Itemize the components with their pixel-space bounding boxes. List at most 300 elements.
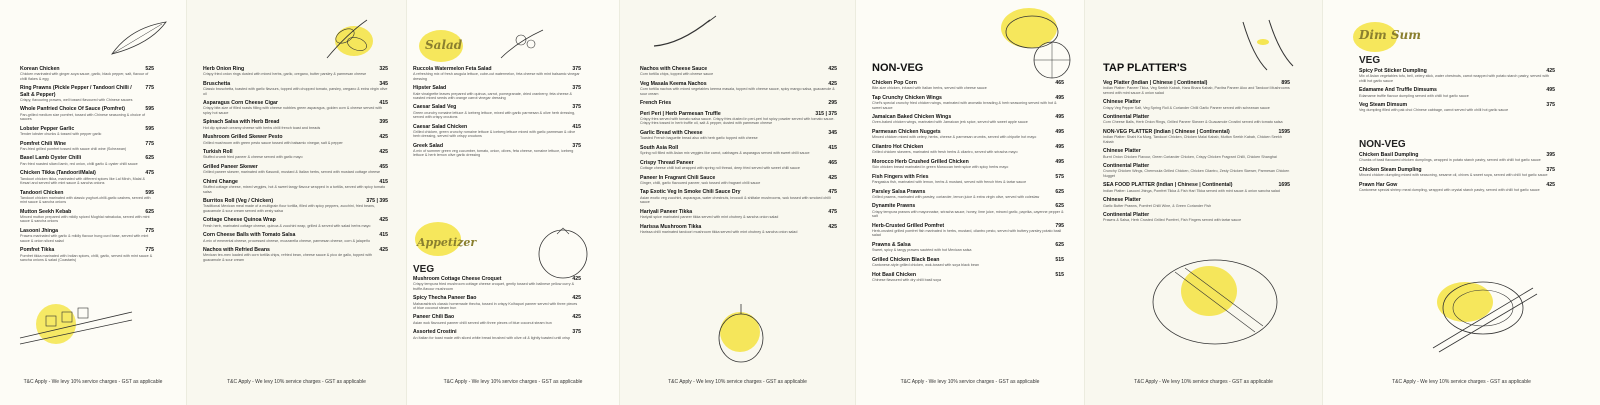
menu-item — [1103, 99, 1290, 110]
menu-item-price: 795 — [1055, 222, 1064, 229]
menu-item-name: Grilled Chicken Black Bean — [872, 256, 940, 263]
menu-item-description: Indian Platter: Paneer Tikka, Veg Seekh Kabab, Hara Bhara Kabab, Pavitra Paneer Aloo and Tandoori Mushrooms served with mint sauce & onion salad — [1103, 86, 1290, 95]
menu-item-name: Cilantro Hot Chicken — [872, 143, 924, 150]
item-list — [203, 66, 388, 266]
menu-item — [20, 190, 154, 205]
menu-item-price: 495 — [1055, 128, 1064, 135]
menu-item — [413, 276, 581, 291]
menu-item-name: Ruccola Watermelon Feta Salad — [413, 66, 492, 72]
menu-item-description: Minced mutton prepared with mildly spiced Mughlai ratnakoka, served with mint sauce & sancha onions — [20, 215, 150, 224]
menu-item — [413, 295, 581, 310]
menu-item-description: Sweet, spicy & tangy prawns sautéed with hot Mexican salsa — [872, 248, 972, 253]
menu-item-price: 395 — [379, 119, 388, 126]
menu-item-description: Burnt Onion Chicken Flavour, Green Coriander Chicken, Crispy Chicken Fragrant Chilli, Chicken Shanghai — [1103, 154, 1277, 159]
menu-item-price: 425 — [379, 134, 388, 141]
menu-item-price: 495 — [1055, 114, 1064, 121]
menu-item-price: 425 — [828, 174, 837, 181]
menu-item-description: Spring roll filled with Asian mix veggies like carrot, cabbages & asparagus served with sweet chilli sauce — [640, 151, 810, 156]
menu-item-name: Ring Prawns (Pickle Pepper / Tandoori Chilli / Salt & Pepper) — [20, 85, 132, 98]
menu-item-name: French Fries — [640, 100, 672, 107]
menu-item-name: Turkish Roll — [203, 149, 233, 156]
menu-item — [640, 189, 837, 204]
menu-item — [413, 314, 581, 325]
menu-panel-platters — [1085, 0, 1323, 405]
menu-item-description: Crunchy Chicken Wings, Chermoula Grilled Chicken, Chicken Cilantro, Zesty Chicken Skewer, Parmesan Chicken Nugget — [1103, 169, 1290, 178]
menu-item — [20, 85, 154, 102]
item-list — [20, 66, 154, 266]
menu-item-name: Chicken Pop Corn — [872, 80, 917, 86]
yellow-accent — [720, 312, 760, 352]
menu-item-name: Mushroom Grilled Skewer Pesto — [203, 134, 283, 141]
menu-item-price: 425 — [572, 276, 581, 282]
menu-item-description: Corn Cheese Balls, Herb Onion Rings, Grilled Paneer Skewer & Guacamole Crostini served with tomato salsa — [1103, 120, 1283, 125]
menu-item — [872, 174, 1064, 185]
menu-item — [1359, 68, 1555, 83]
menu-item-name: Spinach Salsa with Herb Bread — [203, 119, 280, 126]
menu-item-description: Crispy tempura fried mushroom cottage cheese croquet, gently tossed with balinese yellow curry & truffle-flavour mushroom — [413, 282, 575, 291]
menu-item — [872, 203, 1064, 218]
menu-item-name: Grilled Paneer Skewer — [203, 163, 258, 170]
menu-item-name: Peri Peri | Herb Parmesan Truffle — [640, 110, 721, 117]
menu-item-description: Grilled chicken skewers, marinated with fresh herbs & cilantro, served with sriracha mayo — [872, 150, 1018, 155]
menu-item — [20, 209, 154, 224]
menu-panel-salad-appetizer — [407, 0, 620, 405]
menu-item-description: Crispy fried onion rings dusted with mixed herbs, garlic, oregano, butter parsley & parmesan cheese — [203, 72, 367, 77]
menu-item — [20, 106, 154, 121]
footer-note: T&C Apply - We levy 10% service charges - GST as applicable — [23, 379, 163, 385]
menu-item-price: 415 — [379, 178, 388, 185]
menu-item-description: Crispy bite-size of filled roasts filling with cheese nubbles green asparagus, golden corn & cheese served with spicy hot sauce — [203, 106, 382, 115]
menu-item — [1103, 212, 1290, 223]
menu-item — [640, 66, 837, 77]
menu-item-description: Minced chicken mixed with celery, herbs, cheese & parmesan crumbs, served with chipotle hot mayo — [872, 135, 1037, 140]
menu-item-price: 625 — [1055, 188, 1064, 195]
menu-item-description: Corn tortilla chips, topped with cheese sauce — [640, 72, 714, 77]
menu-item-price: 345 — [828, 129, 837, 136]
menu-item — [1103, 163, 1290, 178]
menu-item-row — [20, 85, 154, 98]
menu-item-name: Tap Exotic Veg In Smoke Chili Sauce Dry — [640, 189, 741, 196]
menu-item-price: 375 | 395 — [366, 198, 388, 205]
menu-item-name: Caesar Salad Veg — [413, 104, 457, 111]
menu-item-name: Crispy Thread Paneer — [640, 159, 694, 166]
menu-item-description: Indian Platter: Lasooni Jhinga, Pomfret Tikka & Fish Hari Tikka served with mint sauce & onion sancha salad — [1103, 188, 1280, 193]
menu-item — [413, 124, 581, 139]
menu-item-name: Jamaican Baked Chicken Wings — [872, 114, 952, 121]
menu-item — [640, 111, 837, 126]
menu-item-name: Korean Chicken — [20, 66, 60, 72]
menu-item-name: Corn Cheese Balls with Tomato Salsa — [203, 232, 296, 239]
menu-item — [203, 232, 388, 243]
menu-item — [203, 119, 388, 130]
menu-item-price: 375 — [572, 104, 581, 111]
menu-item-description: Crispy, flavouring prawns, well tossed flavoured with Chinese sauces — [20, 98, 133, 102]
menu-item — [1103, 197, 1290, 208]
nonveg-item-list — [1359, 152, 1555, 197]
herb-sprig-illustration — [497, 22, 547, 62]
menu-item-price: 495 — [1055, 158, 1064, 165]
menu-item-description: Chicken marinated with ginger-soya sauce, garlic, black pepper, salt, flavour of chilli flakes & egg — [20, 72, 149, 81]
menu-item-description: Grilled paneer skewer, marinated with Kasundi, mustard & Italian herbs, served with mustard cottage cheese — [203, 170, 381, 175]
menu-item-name: Assorted Crostini — [413, 329, 457, 336]
menu-item-name: Spicy Thecha Paneer Bao — [413, 295, 477, 302]
menu-item-description: Toasted French baguette bread also with herb garlic topped with cheese — [640, 136, 758, 141]
menu-item-description: Pangasius fish, marinated with lemon, herbs & mustard, served with french fries & tartar sauce — [872, 180, 1027, 185]
menu-item-description: Indian Platter: Shahi Ka Murg, Tandoori Chicken, Chicken Malai Kabab, Mutton Seekh Kabab, Chicken Seekh Kabab — [1103, 135, 1282, 144]
footer-note: T&C Apply - We levy 10% service charges - GST as applicable — [1134, 379, 1273, 385]
menu-panel-seafood-grills — [0, 0, 187, 405]
menu-item-price: 495 — [1546, 87, 1555, 94]
menu-item-name: Edamame And Truffle Dimsums — [1359, 87, 1437, 94]
leaf-illustration — [110, 18, 170, 58]
menu-item — [413, 143, 581, 158]
menu-item — [20, 170, 154, 185]
menu-item-description: Classic bruschetta, toasted with garlic flavours, topped with chopped tomato, parsley, oregano & extra virgin olive oil — [203, 87, 388, 96]
menu-item-name: Garlic Bread with Cheese — [640, 129, 703, 136]
menu-item-name: Paneer In Fragrant Chili Sauce — [640, 174, 716, 181]
menu-item-name: Whole Panfried Choice Of Sauce (Pomfret) — [20, 106, 125, 113]
menu-item-price: 475 — [145, 170, 154, 177]
menu-item — [1359, 182, 1555, 193]
menu-item-description: Asian exotic veg zucchini, asparagus, water chestnuts, broccoli & shiitake mushrooms, wok tossed with smoked chilli sauce — [640, 195, 831, 205]
menu-item-price: 345 — [379, 80, 388, 87]
dimsum-section-title: Dim Sum — [1359, 28, 1421, 42]
menu-item-price: 775 — [145, 247, 154, 254]
menu-item-description: Oven-baked chicken wings, marinated with Jamaican jerk spice, served with sweet apple sauce — [872, 120, 1028, 125]
menu-item — [1359, 167, 1555, 178]
menu-item-price: 425 — [379, 149, 388, 156]
footer-note: T&C Apply - We levy 10% service charges - GST as applicable — [900, 379, 1040, 385]
menu-item-name: Mutton Seekh Kebab — [20, 208, 72, 215]
menu-item-row — [640, 100, 837, 106]
menu-item — [1103, 114, 1290, 125]
menu-item — [1103, 129, 1290, 144]
menu-item-description: Pan-fried grilled pomfret tossed with sauce chili wine (Schezwan) — [20, 146, 127, 151]
platters-section-title: TAP PLATTER'S — [1103, 62, 1187, 74]
menu-item — [872, 129, 1064, 140]
menu-item-description: Garlic Butter Prawns, Pomfret Chilli Wine, & Green Coriander Fish — [1103, 203, 1212, 208]
veg-item-list — [413, 276, 581, 344]
menu-item — [872, 95, 1064, 110]
menu-item-price: 495 — [1055, 94, 1064, 101]
menu-item-name: Continental Platter — [1103, 212, 1150, 219]
menu-item-name: Herb-Crusted Grilled Pomfret — [872, 222, 945, 229]
menu-item — [872, 223, 1064, 238]
chili-pair-illustration — [1223, 16, 1299, 76]
menu-item — [20, 66, 154, 81]
yellow-accent — [1181, 266, 1237, 316]
menu-item — [1103, 80, 1290, 95]
menu-item-price: 775 — [145, 85, 154, 92]
menu-item-description: A mix of summer green veg cucumber, tomato, onion, olives, feta cheese, romaine lettuce, iceberg lettuce & herb lemon olive garlic dressing — [413, 149, 574, 158]
menu-item-name: Chinese Platter — [1103, 148, 1141, 155]
menu-panel-dimsum — [1323, 0, 1600, 405]
menu-item-name: Bruschetta — [203, 80, 231, 87]
menu-item — [640, 81, 837, 96]
menu-item — [203, 100, 388, 115]
menu-item-price: 375 — [572, 66, 581, 72]
menu-item-description: Cantonese special shrimp meat dumpling, wrapped with crystal starch pastry, served with chilli hot garlic sauce — [1359, 188, 1540, 193]
menu-item — [203, 134, 388, 145]
menu-item-description: Asian wok flavoured paneer chilli served with three pieces of blue coconut steam bun — [413, 320, 552, 325]
menu-item-price: 895 — [1281, 80, 1290, 86]
menu-item-price: 575 — [1055, 173, 1064, 180]
menu-item-price: 325 — [379, 66, 388, 72]
menu-item-description: Traditional Mexican meal made of a multigrain flour tortilla, filled with spicy peppers, zucchini, fried beans, guacamole & sour cream served with zesty salsa — [203, 204, 376, 213]
menu-item-name: Veg Masala Keema Nachos — [640, 80, 707, 87]
menu-item-price: 315 | 375 — [815, 110, 837, 117]
menu-item — [640, 224, 837, 235]
item-list — [640, 66, 837, 238]
menu-item-name: Fish Fingers with Fries — [872, 173, 929, 180]
menu-item-description: Fresh herb, marinated cottage cheese, quinoa & zucchini wrap, grilled & served with salad herbs mayo — [203, 223, 371, 228]
menu-item-description: Minced chicken dumpling mixed with seasoning, sesame oil, chives & sweet soya, served with chilli hot garlic sauce — [1359, 173, 1548, 178]
menu-item-price: 455 — [379, 163, 388, 170]
menu-item — [872, 257, 1064, 268]
menu-item-name: Hot Basil Chicken — [872, 271, 917, 278]
menu-item-description: Crispy Veg Pepper Salt, Veg Spring Roll & Coriander Chilli Garlic Paneer served with schezwan sauce — [1103, 105, 1270, 110]
menu-item-price: 375 — [572, 329, 581, 336]
veg-subheading: VEG — [413, 264, 435, 275]
menu-item — [20, 126, 154, 137]
menu-item-name: Caesar Salad Chicken — [413, 123, 468, 130]
menu-item-name: Chicken Basil Dumpling — [1359, 152, 1419, 158]
menu-item-price: 1695 — [1278, 182, 1290, 189]
menu-item-name: Lobster Pepper Garlic — [20, 125, 75, 132]
menu-item-name: Burritos Roll (Veg / Chicken) — [203, 198, 274, 205]
menu-item-price: 425 — [379, 217, 388, 224]
nonveg-section-title: NON-VEG — [872, 62, 924, 74]
menu-item-name: Continental Platter — [1103, 163, 1150, 170]
menu-item-price: 425 — [1546, 68, 1555, 74]
appetizer-section-title: Appetizer — [417, 236, 477, 249]
menu-item-price: 395 — [1546, 152, 1555, 158]
menu-item-description: Ginger, chilli, garlic flavoured paneer, wok tossed with fragrant chilli sauce — [640, 180, 761, 185]
menu-item — [1359, 87, 1555, 98]
menu-item-name: SEA FOOD PLATTER (Indian | Chinese | Continental) — [1103, 182, 1233, 189]
menu-item-description: Pan-grilled medium size pomfret, tossed with Chinese seasoning & choice of sauces — [20, 112, 146, 122]
menu-item — [872, 189, 1064, 200]
menu-item-description: Chunks of basil flavoured chicken dumplings, wrapped in potato starch pastry, served with chilli hot garlic sauce — [1359, 158, 1541, 163]
menu-item-description: Grilled prawns, marinated with parsley, coriander, lemon juice & extra virgin olive, served with coleslaw — [872, 194, 1040, 199]
menu-item-price: 295 — [828, 100, 837, 107]
menu-item — [1103, 182, 1290, 193]
menu-item-description: Chinese flavoured with dry chilli basil soya — [872, 277, 942, 282]
menu-item-description: Herb-crusted grilled pomfret fish marinated in herbs, mustard, cilantro pesto, served with buttery parsley potato basil salad — [872, 229, 1062, 238]
menu-item-price: 465 — [1055, 80, 1064, 86]
menu-panel-nonveg — [856, 0, 1085, 405]
menu-item-price: 425 — [1546, 181, 1555, 188]
menu-item — [640, 145, 837, 156]
menu-item-name: Chicken Tikka (Tandoori/Malai) — [20, 170, 96, 177]
menu-item-price: 595 — [145, 125, 154, 132]
footer-note: T&C Apply - We levy 10% service charges - GST as applicable — [668, 379, 807, 385]
menu-item — [203, 217, 388, 228]
menu-item — [413, 66, 581, 81]
menu-item-name: Asparagus Corn Cheese Cigar — [203, 100, 278, 107]
menu-item-name: Cottage Cheese Quinoa Wrap — [203, 217, 276, 224]
menu-item-description: Cantonese-style grilled chicken, wok-tossed with soya black bean — [872, 263, 979, 268]
menu-item — [872, 242, 1064, 253]
menu-item-name: South Asia Roll — [640, 144, 679, 151]
menu-item-description: Bite-size chicken, infused with Italian herbs, served with cheese sauce — [872, 86, 987, 91]
menu-item-price: 475 — [828, 189, 837, 196]
menu-item-price: 425 — [572, 314, 581, 321]
yellow-accent — [335, 26, 373, 56]
chili-illustration — [650, 14, 720, 54]
menu-item-name: Basel Lamb Oyster Chilli — [20, 155, 82, 162]
menu-item-name: Pomfret Tikka — [20, 247, 55, 254]
menu-item-name: Tandoori Chicken — [20, 189, 64, 196]
menu-item — [872, 144, 1064, 155]
menu-item-price: 775 — [145, 140, 154, 147]
menu-item-name: Chimi Change — [203, 178, 238, 185]
menu-item — [872, 159, 1064, 170]
menu-item-price: 595 — [145, 106, 154, 113]
menu-item — [872, 114, 1064, 125]
menu-item-name: Prawn Har Gow — [1359, 181, 1398, 188]
menu-item-price: 515 — [1055, 256, 1064, 263]
menu-item-description: Grilled mushroom with green pesto sauce tossed with balsamic vinegar, salt & pepper — [203, 140, 343, 145]
menu-item — [413, 104, 581, 119]
salad-section-title: Salad — [425, 38, 463, 52]
menu-item-price: 425 — [572, 295, 581, 302]
menu-item-price: 415 — [379, 100, 388, 107]
menu-item-price: 625 — [145, 208, 154, 215]
menu-item — [20, 247, 154, 262]
menu-item-name: Lasooni Jhinga — [20, 227, 59, 234]
menu-item-description: Kale vinaigrette leaves prepared with quinoa, carrot, pomegranate, dried cranberry, feta cheese & roasted mixed seeds with orange carrot vinegar dressing — [413, 91, 572, 100]
menu-item-description: Corn tortilla nachos with mixed vegetables keema masala, topped with cheese sauce, spicy mango salsa, guacamole & sour cream — [640, 87, 835, 96]
menu-item-description: Tender lobster chunks & tossed with pepper garlic — [20, 132, 102, 137]
menu-item-name: Parmesan Chicken Nuggets — [872, 128, 941, 135]
menu-item-price: 375 — [572, 85, 581, 92]
menu-item-name: Hariyali Paneer Tikka — [640, 208, 693, 215]
menu-item — [1359, 102, 1555, 113]
menu-item-price: 425 — [828, 223, 837, 230]
menu-item-name: Hipster Salad — [413, 85, 447, 92]
menu-item-name: Veg Platter (Indian | Chinese | Continental) — [1103, 80, 1208, 86]
menu-item-description: Stuffed cottage cheese, mixed veggies, hot & sweet tangy flavour wrapped in a tortilla, served with spicy tomato salsa — [203, 185, 386, 194]
menu-item-price: 595 — [145, 189, 154, 196]
menu-item-description: Hot dip spinach creamy cheese with herbs chilli french toast and breads — [203, 125, 321, 130]
veg-item-list — [1359, 68, 1555, 117]
menu-item-price: 495 — [1055, 143, 1064, 150]
menu-item — [203, 247, 388, 262]
menu-item-description: An Italian for toast made with sliced white bread brushed with olive oil & lightly toasted until crisp — [413, 335, 571, 340]
menu-item-name: Harissa Mushroom Tikka — [640, 223, 702, 230]
yellow-accent — [1437, 282, 1493, 322]
menu-item-description: Green crunchy romaine lettuce & iceberg lettuce, mixed with garlic parmesan & olive herb dressing, served with crispy croutons — [413, 110, 576, 120]
menu-item-price: 375 — [572, 142, 581, 149]
menu-item-name: Nachos with Refried Beans — [203, 246, 270, 253]
menu-item — [640, 160, 837, 171]
tomato-illustration — [533, 224, 593, 284]
menu-panel-starters — [187, 0, 407, 405]
menu-item-name: Chinese Platter — [1103, 99, 1141, 106]
menu-item-price: 425 — [828, 66, 837, 72]
footer-note: T&C Apply - We levy 10% service charges - GST as applicable — [1392, 379, 1531, 385]
menu-item-price: 415 — [828, 144, 837, 151]
menu-item-description: Crispy fries served with tomato salsa sauce. Crispy fries dusted in peri-peri hot spicy powder served with tomato sauce. Crispy fries tossed in herb truffle oil, salt & pepper, dusted with parmesan cheese — [640, 117, 835, 126]
menu-item-price: 775 — [145, 227, 154, 234]
menu-item-name: Parsley Salsa Prawns — [872, 188, 926, 195]
menu-item-price: 415 — [379, 232, 388, 239]
menu-item-description: Prawns marinated with garlic & mildly flavour hung curd base, served with mint sauce & onion sliced salad — [20, 234, 149, 243]
menu-item — [203, 149, 388, 160]
menu-item-name: Spicy Pot Sticker Dumpling — [1359, 68, 1427, 74]
menu-item — [203, 164, 388, 175]
menu-item-description: Mexican tex-mex loaded with corn tortilla chips, refried bean, cheese sauce & pico de gallo, topped with guacamole & sour cream — [203, 253, 372, 262]
menu-item — [203, 66, 388, 77]
menu-item-price: 415 — [572, 123, 581, 130]
menu-item-price: 465 — [828, 159, 837, 166]
menu-item-name: Chicken Steam Dumpling — [1359, 166, 1422, 173]
menu-item-description: Tandoori chicken marinated with classic yoghurt-chilli-garlic cashew, served with mint sauce & sancha onions — [20, 195, 151, 205]
menu-item-description: Mix of Asian vegetables tofu, bell, celery stick, water chestnuts, carrot wrapped with potato starch pastry, served with chilli hot garlic sauce — [1359, 74, 1549, 83]
menu-item — [20, 228, 154, 243]
menu-item-name: Veg Steam Dimsum — [1359, 102, 1408, 109]
menu-item-description: Prawns & Salsa, Herb Crusted Grilled Pomfret, Fish Fingers served with tartar sauce — [1103, 218, 1242, 223]
menu-item-price: 1595 — [1278, 128, 1290, 135]
menu-item-description: Crispy tempura prawns with mayonnaise, sriracha sauce, honey, lime juice, minced garlic, paprika, cayenne pepper & salt — [872, 209, 1064, 219]
menu-item-name: Prawns & Salsa — [872, 241, 911, 248]
menu-item-description: Cottage cheese chilli ball wrapped with spring roll thread, deep fried served with sweet chilli sauce — [640, 166, 800, 171]
menu-item — [640, 209, 837, 220]
menu-item-name: NON-VEG PLATTER (Indian | Chinese | Continental) — [1103, 128, 1230, 135]
item-list — [1103, 80, 1290, 227]
menu-item-name: Chinese Platter — [1103, 197, 1141, 204]
menu-item-name: Herb Onion Ring — [203, 66, 245, 72]
menu-item-price: 425 — [828, 80, 837, 87]
menu-item — [640, 130, 837, 141]
menu-item-price: 475 — [828, 208, 837, 215]
menu-item-price: 625 — [145, 155, 154, 162]
menu-item — [20, 155, 154, 166]
menu-item-description: A refreshing mix of fresh arugula lettuce, cube-cut watermelon, feta cheese with mint balsamic vinegar dressing — [413, 72, 580, 81]
menu-item-description: Skin chicken breast marinated in green Moroccan herb spice with spicy herbs mayo — [872, 165, 1009, 170]
footer-note: T&C Apply - We levy 10% service charges - GST as applicable — [227, 379, 366, 385]
menu-item — [640, 100, 837, 106]
menu-item-description: Pomfret tikka marinated with Indian spices, chilli, garlic, served with mint sauce & sancha onions & salad (Coastaris) — [20, 253, 153, 262]
menu-item — [640, 175, 837, 186]
menu-item-description: Veg dumpling filled with pak choi Chinese cabbage, carrot served with chilli hot garlic sauce — [1359, 108, 1509, 113]
menu-item-price: 515 — [1055, 271, 1064, 278]
menu-item-price: 625 — [1055, 203, 1064, 210]
menu-item-description: Tandoori chicken tikka, marinated with different spices like Lal Mirch, Malai & Kesari and served with mint sauce & sancha onions — [20, 176, 145, 186]
menu-item-description: A mix of emmental cheese, processed cheese, mozzarella cheese, parmesan cheese, corn & jalapeño — [203, 238, 371, 243]
menu-item-name: Dynamite Prawns — [872, 203, 916, 210]
menu-item — [203, 198, 388, 213]
nonveg-subheading: NON-VEG — [1359, 139, 1406, 150]
item-list — [872, 80, 1064, 286]
menu-item-description: Grilled chicken, green crunchy romaine lettuce & iceberg lettuce mixed with garlic parmesan & olive herb dressing, served with crispy croutons — [413, 129, 576, 139]
menu-item — [413, 329, 581, 340]
menu-item — [20, 141, 154, 152]
menu-item-name: Continental Platter — [1103, 114, 1150, 121]
menu-item — [872, 80, 1064, 91]
menu-item-description: Pan fried roasted sliced lamb, red onion, chilli garlic & oyster chilli sauce — [20, 161, 138, 166]
menu-item — [203, 81, 388, 96]
menu-item-name: Tap Crunchy Chicken Wings — [872, 94, 942, 101]
menu-item — [1359, 152, 1555, 163]
menu-item — [203, 179, 388, 194]
menu-item — [872, 272, 1064, 283]
menu-item-name: Greek Salad — [413, 142, 443, 149]
menu-item-name: Morocco Herb Crushed Grilled Chicken — [872, 158, 969, 165]
menu-item-description: Maharashtra's classic homemade thecha, tossed in crispy Kolhapuri paneer served with three pieces of blue coconut steam bun — [413, 301, 578, 310]
menu-item-price: 625 — [1055, 241, 1064, 248]
